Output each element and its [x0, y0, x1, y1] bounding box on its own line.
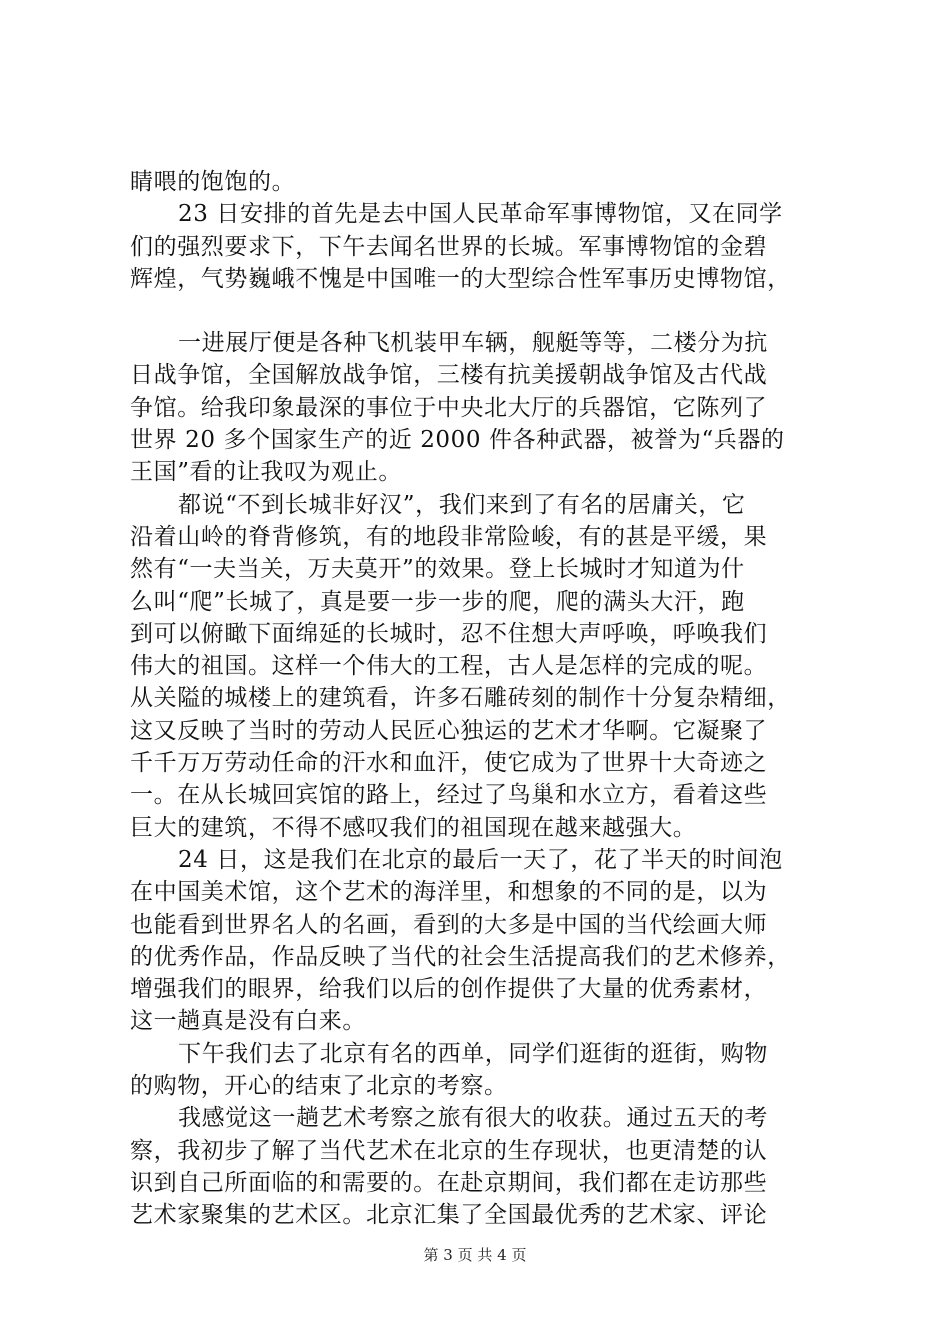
text-line: 识到自己所面临的和需要的。在赴京期间，我们都在走访那些	[130, 1169, 768, 1196]
page-number-footer: 第 3 页 共 4 页	[423, 1246, 527, 1264]
paragraph-start-line: 24 日，这是我们在北京的最后一天了，花了半天的时间泡	[178, 846, 783, 873]
text-line: 一。在从长城回宾馆的路上，经过了鸟巢和水立方，看着这些	[130, 782, 768, 809]
text-line: 这一趟真是没有白来。	[130, 1008, 366, 1035]
text-line: 的优秀作品，作品反映了当代的社会生活提高我们的艺术修养，	[130, 943, 791, 970]
text-line: 巨大的建筑，不得不感叹我们的祖国现在越来越强大。	[130, 814, 697, 841]
document-body	[130, 166, 830, 1232]
paragraph-start-line: 一进展厅便是各种飞机装甲车辆，舰艇等等，二楼分为抗	[178, 330, 768, 357]
text-line: 增强我们的眼界，给我们以后的创作提供了大量的优秀素材，	[130, 976, 768, 1003]
text-line: 艺术家聚集的艺术区。北京汇集了全国最优秀的艺术家、评论	[130, 1202, 768, 1229]
text-line: 王国”看的让我叹为观止。	[130, 459, 402, 486]
text-line: 争馆。给我印象最深的事位于中央北大厅的兵器馆，它陈列了	[130, 394, 768, 421]
text-line: 们的强烈要求下，下午去闻名世界的长城。军事博物馆的金碧	[130, 233, 768, 260]
text-line: 从关隘的城楼上的建筑看，许多石雕砖刻的制作十分复杂精细，	[130, 685, 791, 712]
text-line: 世界 20 多个国家生产的近 2000 件各种武器，被誉为“兵器的	[130, 427, 785, 454]
paragraph-gap	[130, 295, 830, 327]
text-line: 然有“一夫当关，万夫莫开”的效果。登上长城时才知道为什	[130, 556, 745, 583]
text-line: 辉煌，气势巍峨不愧是中国唯一的大型综合性军事历史博物馆，	[130, 265, 791, 292]
text-line: 沿着山岭的脊背修筑，有的地段非常险峻，有的甚是平缓，果	[130, 523, 768, 550]
text-line: 到可以俯瞰下面绵延的长城时，忍不住想大声呼唤，呼唤我们	[130, 620, 768, 647]
paragraph-start-line: 下午我们去了北京有名的西单，同学们逛街的逛街，购物	[178, 1040, 768, 1067]
text-line: 也能看到世界名人的名画，看到的大多是中国的当代绘画大师	[130, 911, 768, 938]
text-line: 睛喂的饱饱的。	[130, 169, 296, 195]
paragraph-start-line: 都说“不到长城非好汉”，我们来到了有名的居庸关，它	[178, 491, 746, 518]
text-line: 日战争馆，全国解放战争馆，三楼有抗美援朝战争馆及古代战	[130, 362, 768, 389]
paragraph-start-line: 我感觉这一趟艺术考察之旅有很大的收获。通过五天的考	[178, 1105, 768, 1132]
text-line: 千千万万劳动任命的汗水和血汗，使它成为了世界十大奇迹之	[130, 750, 768, 777]
paragraph-start-line: 23 日安排的首先是去中国人民革命军事博物馆，又在同学	[178, 201, 783, 228]
text-line: 么叫“爬”长城了，真是要一步一步的爬，爬的满头大汗，跑	[130, 588, 745, 615]
text-line: 的购物，开心的结束了北京的考察。	[130, 1073, 508, 1100]
text-line: 伟大的祖国。这样一个伟大的工程，古人是怎样的完成的呢。	[130, 653, 768, 680]
text-line: 这又反映了当时的劳动人民匠心独运的艺术才华啊。它凝聚了	[130, 717, 768, 744]
text-line: 察，我初步了解了当代艺术在北京的生存现状，也更清楚的认	[130, 1137, 768, 1164]
text-line: 在中国美术馆，这个艺术的海洋里，和想象的不同的是，以为	[130, 879, 768, 906]
